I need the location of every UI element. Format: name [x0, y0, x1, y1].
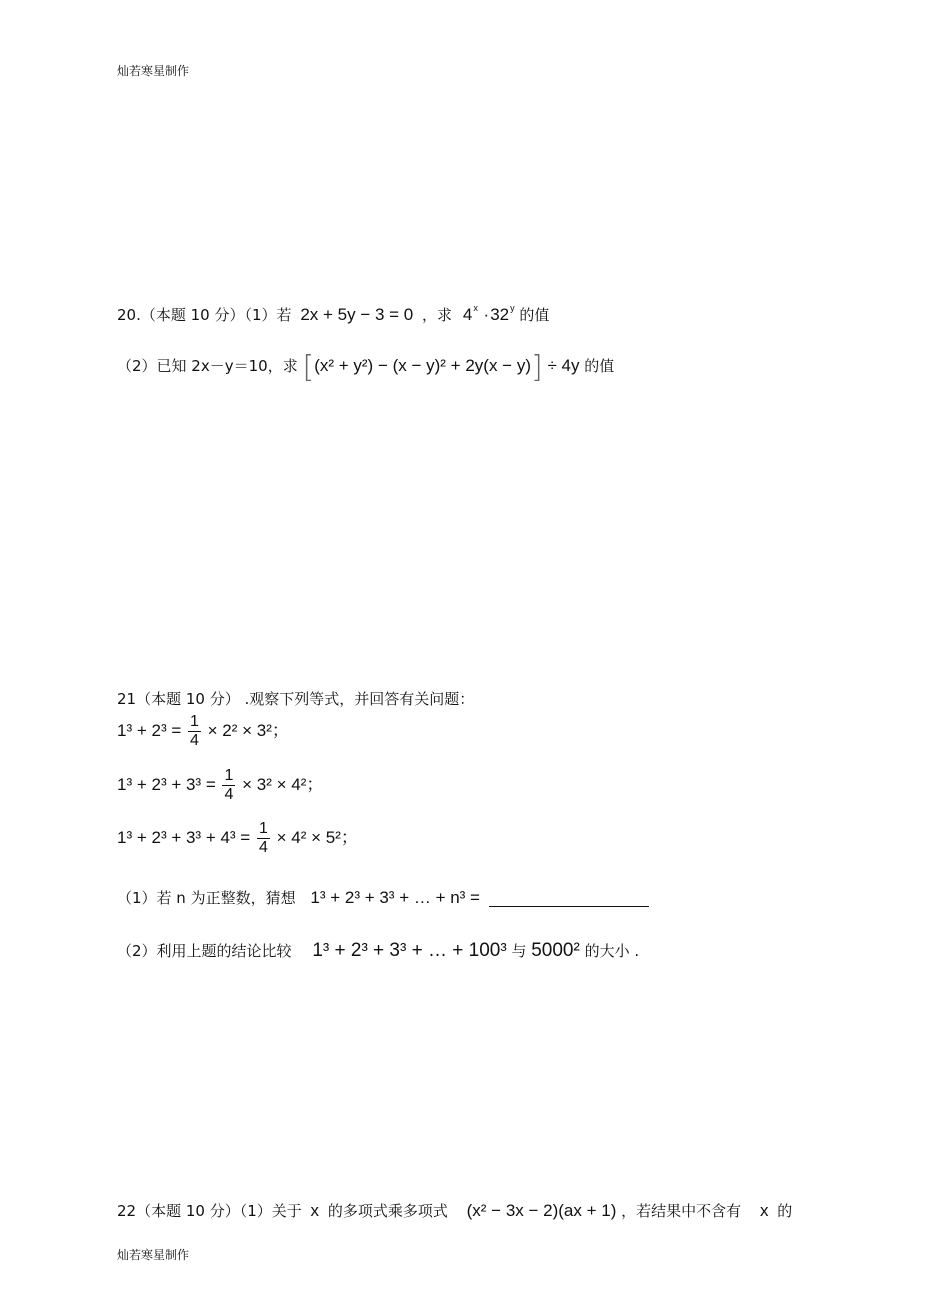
- semicolon: ；: [340, 827, 358, 847]
- q21-part2-mid: 与: [511, 942, 527, 960]
- q21-part2: [117, 940, 639, 962]
- right-bracket-icon: ]: [530, 350, 543, 385]
- q20-line2-divisor: ÷ 4y: [547, 356, 580, 375]
- q21-part2-expression-2: 5000²: [531, 940, 580, 961]
- q22-expression: (x² − 3x − 2)(ax + 1): [466, 1201, 617, 1220]
- q22-prefix: 22（本题 10 分）（1）关于: [117, 1202, 302, 1220]
- q21-part1-prefix: （1）若 n 为正整数，猜想: [117, 889, 296, 907]
- q20-line1: [117, 304, 549, 325]
- q20-expr-exp1: x: [473, 303, 478, 313]
- q20-line2: [117, 350, 614, 385]
- q21-eq1-left: 1³ + 2³ =: [117, 720, 182, 740]
- q21-part1: [117, 887, 649, 908]
- q21-eq2-right: × 3² × 4²: [242, 774, 307, 794]
- q21-equation-1: [117, 713, 289, 750]
- page-footer: 灿若寒星制作: [117, 1248, 190, 1262]
- q22-variable-2: x: [759, 1201, 769, 1220]
- q22-variable: x: [310, 1201, 320, 1220]
- q21-equation-2: [117, 767, 323, 804]
- fraction-numerator: 1: [224, 767, 234, 784]
- fraction-denominator: 4: [224, 786, 234, 803]
- q20-expr-dot: ·: [483, 305, 490, 324]
- q20-line2-prefix: （2）已知 2x－y＝10，求: [117, 357, 298, 375]
- answer-blank[interactable]: [489, 888, 649, 907]
- q20-expr-base1: 4: [462, 305, 473, 324]
- q21-part2-prefix: （2）利用上题的结论比较: [117, 942, 292, 960]
- fraction-numerator: 1: [190, 713, 199, 730]
- q21-part2-expression: 1³ + 2³ + 3³ + … + 100³: [312, 940, 507, 961]
- semicolon: ；: [306, 774, 324, 794]
- q20-line1-suffix: 的值: [519, 306, 550, 324]
- q21-part2-suffix: 的大小 .: [584, 942, 640, 960]
- q20-line1-equation: 2x + 5y − 3 = 0: [300, 305, 414, 324]
- q21-eq1-right: × 2² × 3²: [207, 720, 272, 740]
- q20-expr-base2: 32: [490, 305, 510, 324]
- q21-equation-3: [117, 820, 358, 857]
- q21-part1-expression: 1³ + 2³ + 3³ + … + n³ =: [310, 888, 480, 907]
- left-bracket-icon: [: [302, 350, 315, 385]
- q22-line1: [117, 1200, 792, 1221]
- q21-eq3-left: 1³ + 2³ + 3³ + 4³ =: [117, 827, 251, 847]
- q21-eq2-left: 1³ + 2³ + 3³ =: [117, 774, 216, 794]
- q20-line1-expression: [463, 305, 520, 324]
- page-header: 灿若寒星制作: [117, 64, 190, 78]
- fraction-denominator: 4: [258, 839, 268, 856]
- fraction-one-quarter: [188, 713, 201, 750]
- q22-suffix: ，若结果中不含有: [621, 1202, 742, 1220]
- semicolon: ；: [271, 720, 289, 740]
- fraction-one-quarter: [222, 767, 235, 804]
- q20-expr-exp2: y: [510, 303, 515, 313]
- q20-line1-prefix: 20.（本题 10 分）（1）若: [117, 306, 292, 324]
- q20-line2-expression: (x² + y²) − (x − y)² + 2y(x − y): [314, 356, 531, 375]
- fraction-one-quarter: [257, 820, 270, 857]
- fraction-denominator: 4: [190, 732, 199, 749]
- q20-line2-suffix: 的值: [584, 357, 615, 375]
- q22-mid: 的多项式乘多项式: [327, 1202, 448, 1220]
- q21-eq3-right: × 4² × 5²: [276, 827, 341, 847]
- fraction-numerator: 1: [258, 820, 268, 837]
- q22-end: 的: [777, 1202, 793, 1220]
- q20-line1-mid: ，求: [422, 306, 453, 324]
- q21-intro: 21（本题 10 分） .观察下列等式，并回答有关问题：: [117, 690, 475, 708]
